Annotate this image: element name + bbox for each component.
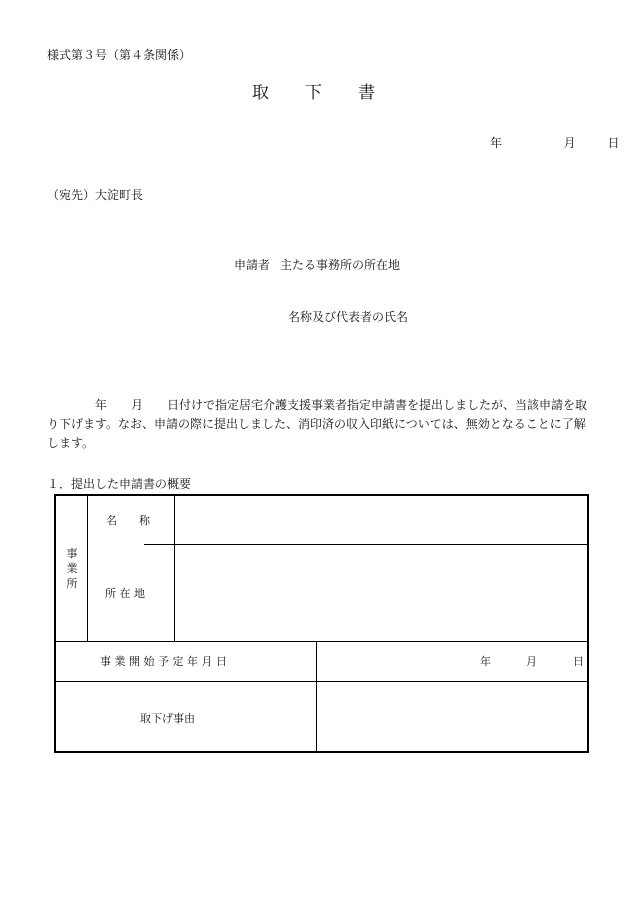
table-rule (174, 496, 175, 641)
office-name-label: 名 称 (106, 514, 150, 527)
form-number: 様式第３号（第４条関係） (47, 48, 192, 62)
date-year-label: 年 (490, 136, 503, 150)
start-date-month: 月 (526, 655, 537, 668)
addressee: （宛先）大淀町長 (47, 188, 144, 202)
start-date-day: 日 (573, 655, 584, 668)
table-rule (56, 641, 587, 642)
start-date-year: 年 (480, 655, 491, 668)
applicant-name-label: 名称及び代表者の氏名 (288, 310, 409, 324)
applicant-address-line (234, 259, 400, 271)
applicant-label: 申請者 (234, 258, 271, 272)
table-rule (87, 496, 88, 641)
withdrawal-statement: 年 月 日付けで指定居宅介護支援事業者指定申請書を提出しましたが、当該申請を取り下げます。なお、申請の際に提出しました、消印済の収入印紙については、無効となることに了解します。 (47, 398, 588, 450)
table-rule (316, 641, 317, 751)
date-month-label: 月 (563, 136, 576, 150)
start-date-label: 事 業 開 始 予 定 年 月 日 (100, 655, 227, 668)
date-day-label: 日 (607, 136, 620, 150)
application-summary-table (54, 494, 589, 753)
withdrawal-reason-label: 取下げ事由 (140, 712, 195, 725)
table-rule (144, 544, 587, 545)
submission-date (490, 137, 620, 149)
section-heading: １．提出した申請書の概要 (47, 477, 192, 491)
office-location-label: 所 在 地 (105, 587, 145, 600)
applicant-address-label: 主たる事務所の所在地 (280, 258, 401, 272)
table-rule (56, 681, 587, 682)
document-title: 取下書 (252, 83, 411, 103)
office-group-label: 事業所 (66, 547, 78, 590)
